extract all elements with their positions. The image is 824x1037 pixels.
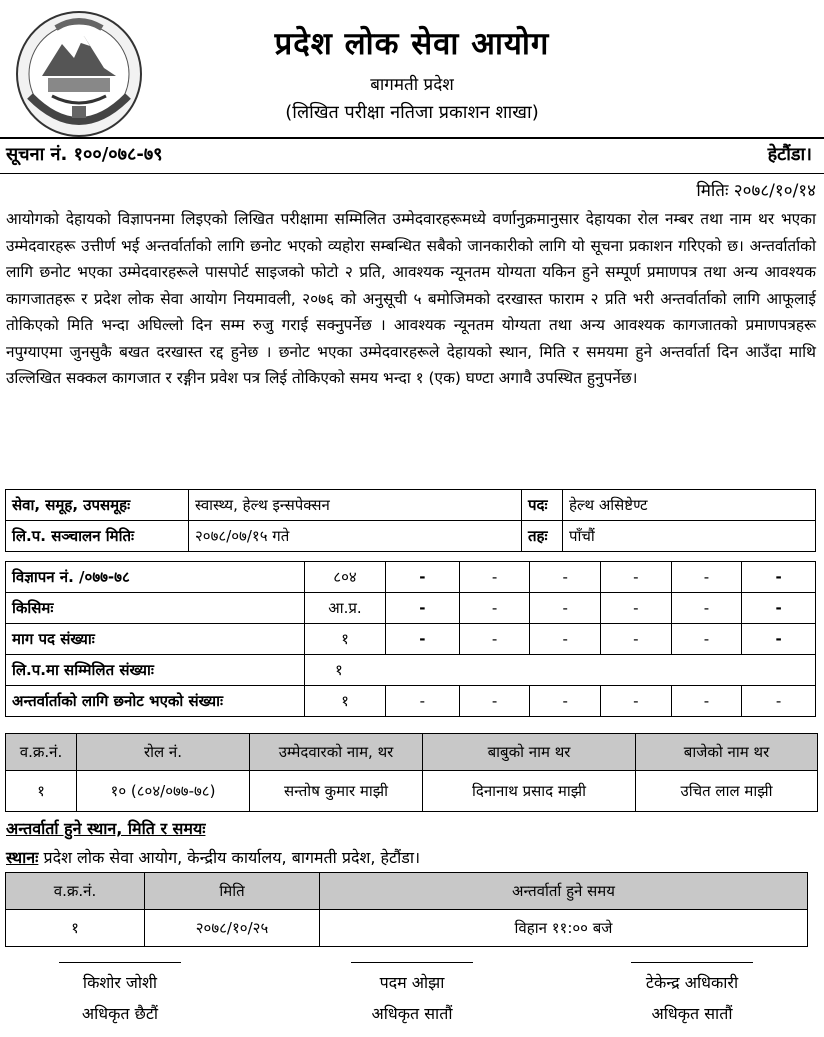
table-row [6,655,816,686]
table-cell: - [386,593,460,624]
interview-table [5,872,808,947]
type-value: आ.प्र. [305,593,386,624]
interview-date-cell: २०७८/१०/२५ [145,910,320,947]
interview-time-cell: विहान ११:०० बजे [320,910,808,947]
table-cell: - [530,593,601,624]
table-cell: - [530,686,601,717]
level-label: तहः [522,521,563,552]
table-cell: - [386,624,460,655]
venue-label: स्थानः [6,848,39,867]
selected-count-value: १ [305,686,386,717]
divider [0,137,824,139]
notice-date: मितिः २०७८/१०/१४ [696,181,816,201]
table-row [6,686,816,717]
exam-date-label: लि.प. सञ्चालन मितिः [6,521,189,552]
column-header: बाजेको नाम थर [636,734,818,771]
demand-count-label: माग पद संख्याः [6,624,305,655]
table-cell: - [530,624,601,655]
advertisement-table [5,561,816,717]
service-label: सेवा, समूह, उपसमूहः [6,490,189,521]
table-cell: - [600,686,671,717]
venue-line [6,846,420,868]
table-row [6,562,816,593]
results-table [5,733,818,812]
selected-count-label: अन्तर्वार्ताको लागि छनोट भएको संख्याः [6,686,305,717]
table-cell: - [600,562,671,593]
signature-block [312,962,512,1029]
signatory-title: अधिकृत सातौं [371,1004,453,1023]
table-cell: - [600,624,671,655]
column-header: अन्तर्वार्ता हुने समय [320,873,808,910]
table-cell: - [742,593,816,624]
table-row [6,593,816,624]
grandfather-name-cell: उचित लाल माझी [636,771,818,812]
signature-block [592,962,792,1029]
table-cell: - [742,624,816,655]
table-row [6,910,808,947]
table-cell: - [671,686,742,717]
notice-body: आयोगको देहायको विज्ञापनमा लिइएको लिखित परीक्षामा सम्मिलित उम्मेदवारहरूमध्ये वर्णानुक्रमानुसार देहायका रोल नम्बर तथा नाम थर भएका उम्मेदवारहरू उत्तीर्ण भई अन्तर्वार्ताको लागि छनोट भएको व्यहोरा सम्बन्धित सबैको जानकारीको लागि यो सूचना प्रकाशन गरिएको छ। अन्तर्वार्ताको लागि छनोट भएका उम्मेदवारहरूले पासपोर्ट साइजको फोटो २ प्रति, आवश्यक न्यूनतम योग्यता यकिन हुने सम्पूर्ण प्रमाणपत्र तथा अन्य आवश्यक कागजातहरू र प्रदेश लोक सेवा आयोग नियमावली, २०७६ को अनुसूची ५ बमोजिमको दरखास्त फाराम २ प्रति भरी अन्तर्वार्ताको लागि आफूलाई तोकिएको मिति भन्दा अघिल्लो दिन सम्म रुजु गराई सक्नुपर्नेछ । आवश्यक न्यूनतम योग्यता तथा अन्य आवश्यक कागजातको प्रमाणपत्रहरू नपुग्याएमा जुनसुकै बखत दरखास्त रद्द हुनेछ । छनोट भएका उम्मेदवारहरूले देहायको स्थान, मिति र समयमा हुने अन्तर्वार्ता दिन आउँदा माथि उल्लिखित सक्कल कागजात र रङ्गीन प्रवेश पत्र लिई तोकिएको समय भन्दा १ (एक) घण्टा अगावै उपस्थित हुनुपर्नेछ। [6,210,816,387]
table-cell: - [671,562,742,593]
notice-number: सूचना नं. १००/०७८-७९ [6,144,163,165]
post-label: पदः [522,490,563,521]
table-cell: - [671,624,742,655]
table-cell: - [742,686,816,717]
exam-participant-label: लि.प.मा सम्मिलित संख्याः [6,655,305,686]
table-header-row [6,873,808,910]
candidate-name-cell: सन्तोष कुमार माझी [250,771,423,812]
serial-cell: १ [6,910,145,947]
table-cell: - [459,624,530,655]
table-header-row [6,734,818,771]
table-cell: - [671,593,742,624]
table-cell: - [742,562,816,593]
divider [0,173,824,174]
type-label: किसिमः [6,593,305,624]
venue-value: प्रदेश लोक सेवा आयोग, केन्द्रीय कार्यालय, बागमती प्रदेश, हेटौंडा। [38,848,421,867]
table-row [6,771,818,812]
table-cell: - [386,686,460,717]
service-info-table [5,489,816,552]
table-cell: - [600,593,671,624]
signatory-name: किशोर जोशी [82,973,158,992]
service-value: स्वास्थ्य, हेल्थ इन्सपेक्सन [189,490,522,521]
branch-name: (लिखित परीक्षा नतिजा प्रकाशन शाखा) [285,102,539,123]
post-value: हेल्थ असिष्टेण्ट [563,490,816,521]
signatory-name: टेकेन्द्र अधिकारी [645,973,739,992]
column-header: उम्मेदवारको नाम, थर [250,734,423,771]
signatory-name: पदम ओझा [379,973,445,992]
table-cell: - [386,562,460,593]
province-name: बागमती प्रदेश [370,75,454,95]
roll-number-cell: १० (८०४/०७७-७८) [77,771,250,812]
advert-number-value: ८०४ [305,562,386,593]
exam-participant-value: १ [305,655,816,686]
level-value: पाँचौं [563,521,816,552]
advert-number-label: विज्ञापन नं. /०७७-७८ [6,562,305,593]
father-name-cell: दिनानाथ प्रसाद माझी [423,771,636,812]
column-header: व.क्र.नं. [6,873,145,910]
table-cell: - [530,562,601,593]
exam-date-value: २०७८/०७/१५ गते [189,521,522,552]
signatory-title: अधिकृत सातौं [651,1004,733,1023]
column-header: रोल नं. [77,734,250,771]
column-header: व.क्र.नं. [6,734,77,771]
city: हेटौंडा। [767,144,812,165]
signature-block [20,962,220,1029]
signatory-title: अधिकृत छैटौं [81,1004,159,1023]
table-row [6,624,816,655]
column-header: मिति [145,873,320,910]
column-header: बाबुको नाम थर [423,734,636,771]
table-cell: - [459,562,530,593]
demand-count-value: १ [305,624,386,655]
serial-cell: १ [6,771,77,812]
table-cell: - [459,686,530,717]
venue-heading: अन्तर्वार्ता हुने स्थान, मिति र समयः [6,819,206,838]
page-title: प्रदेश लोक सेवा आयोग [274,26,550,62]
table-cell: - [459,593,530,624]
